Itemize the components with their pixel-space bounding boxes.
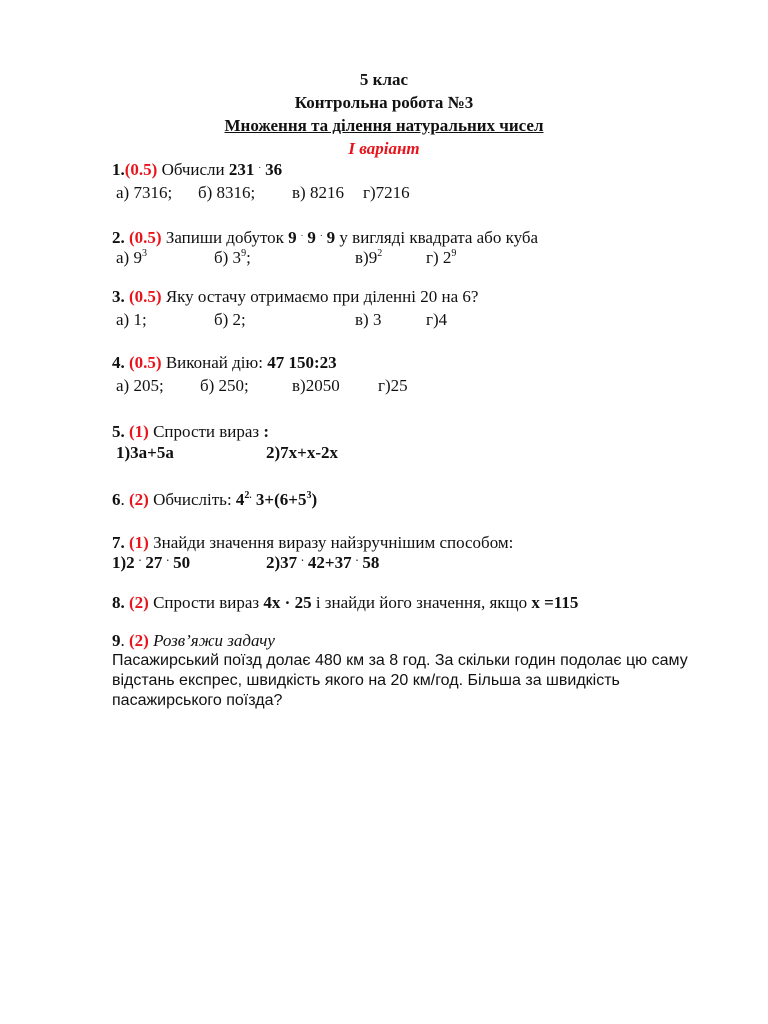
- operand: 9: [307, 228, 316, 247]
- topic-heading: Множення та ділення натуральних чисел: [224, 116, 544, 135]
- question-6: [112, 490, 317, 510]
- answer-option: [214, 248, 251, 268]
- answer-exponent: 2: [377, 248, 383, 259]
- question-points: (1): [129, 533, 149, 552]
- question-text: Спрости вираз: [148, 422, 264, 441]
- question-text-mid: і знайди його значення, якщо: [311, 593, 532, 612]
- question-1: [112, 160, 282, 180]
- answer-option: в)2050: [292, 376, 340, 395]
- operand: 36: [265, 160, 283, 179]
- question-text: Обчисліть:: [148, 490, 236, 509]
- question-text: Запиши добуток: [161, 228, 289, 247]
- answer-option: [116, 248, 147, 268]
- problem-text-line: пасажирського поїзда?: [112, 692, 283, 709]
- answer-option: а) 7316;: [116, 183, 173, 202]
- answer-option: 2)7х+х-2х: [266, 443, 339, 462]
- condition: х =115: [531, 593, 579, 612]
- question-2: [112, 228, 538, 248]
- colon: :: [263, 422, 270, 441]
- question-7: [112, 533, 513, 553]
- expression: $4^{2.}$ $3+(6+5^3)$: [235, 490, 318, 509]
- question-number: 6: [112, 490, 121, 509]
- separator: .: [120, 631, 129, 650]
- answer-exponent: 9: [241, 248, 247, 259]
- multiplication-dot: .: [300, 228, 304, 238]
- question-text: Яку остачу отримаємо при діленні 20 на 6?: [161, 287, 479, 306]
- answer-option: г)7216: [363, 183, 410, 202]
- question-number: 4.: [112, 353, 129, 372]
- question-text: Знайди значення виразу найзручнішим способом:: [148, 533, 514, 552]
- answer-base: а) 9: [116, 248, 142, 267]
- question-text-tail: у вигляді квадрата або куба: [335, 228, 539, 247]
- answer-option: б) 8316;: [198, 183, 256, 202]
- answer-option: а) 205;: [116, 376, 164, 395]
- question-points: (2): [129, 631, 149, 650]
- question-4: [112, 353, 337, 373]
- test-title: Контрольна робота №3: [294, 93, 474, 112]
- answer-option: а) 1;: [116, 310, 147, 329]
- grade-heading: 5 клас: [359, 70, 409, 89]
- answer-exponent: 9: [451, 248, 457, 259]
- question-points: (0.5): [129, 228, 162, 247]
- answer-option: г)4: [426, 310, 448, 329]
- answer-suffix: ;: [246, 248, 251, 267]
- answer-option: 1)3а+5а: [116, 443, 174, 462]
- operand: 231: [228, 160, 255, 179]
- answer-base: в)9: [355, 248, 378, 267]
- problem-text-line: відстань експрес, швидкість якого на 20 км/год. Більша за швидкість: [112, 672, 620, 689]
- question-5: [112, 422, 269, 442]
- question-number: 1.: [112, 160, 125, 179]
- question-number: 7.: [112, 533, 129, 552]
- multiplication-dot: .: [258, 160, 261, 170]
- question-text: Обчисли: [157, 160, 229, 179]
- question-points: (2): [129, 593, 149, 612]
- question-text: Спрости вираз: [148, 593, 264, 612]
- answer-option: [355, 248, 382, 268]
- answer-option: г)25: [378, 376, 408, 395]
- answer-option: 1)2 . 27 . 50: [112, 553, 191, 572]
- operand: 9: [288, 228, 297, 247]
- answer-option: б) 250;: [200, 376, 249, 395]
- answer-base: б) 3: [214, 248, 242, 267]
- question-number: 5.: [112, 422, 129, 441]
- question-8: [112, 593, 578, 613]
- question-points: (0.5): [124, 160, 158, 179]
- question-number: 3.: [112, 287, 129, 306]
- answer-exponent: 3: [141, 248, 147, 259]
- question-number: 8.: [112, 593, 129, 612]
- question-points: (0.5): [129, 353, 162, 372]
- answer-option: в) 8216: [292, 183, 344, 202]
- answer-option: 2)37 . 42+37 . 58: [266, 553, 380, 572]
- question-3: [112, 287, 478, 307]
- question-points: (1): [129, 422, 149, 441]
- question-9: [112, 631, 275, 651]
- multiplication-dot: .: [320, 228, 323, 238]
- expression: 47 150:23: [267, 353, 337, 372]
- question-number: 9: [112, 631, 121, 650]
- variant-heading: І варіант: [348, 139, 420, 158]
- question-points: (2): [129, 490, 149, 509]
- question-title: Розв’яжи задачу: [148, 631, 275, 650]
- expression: 4х · 25: [263, 593, 312, 612]
- problem-text-line: Пасажирський поїзд долає 480 км за 8 год. За скільки годин подолає цю саму: [112, 652, 688, 669]
- answer-base: г) 2: [426, 248, 452, 267]
- question-number: 2.: [112, 228, 129, 247]
- answer-option: в) 3: [355, 310, 382, 329]
- question-points: (0.5): [129, 287, 162, 306]
- operand: 9: [326, 228, 336, 247]
- separator: .: [120, 490, 129, 509]
- question-text: Виконай дію:: [161, 353, 268, 372]
- answer-option: [426, 248, 456, 268]
- answer-option: б) 2;: [214, 310, 246, 329]
